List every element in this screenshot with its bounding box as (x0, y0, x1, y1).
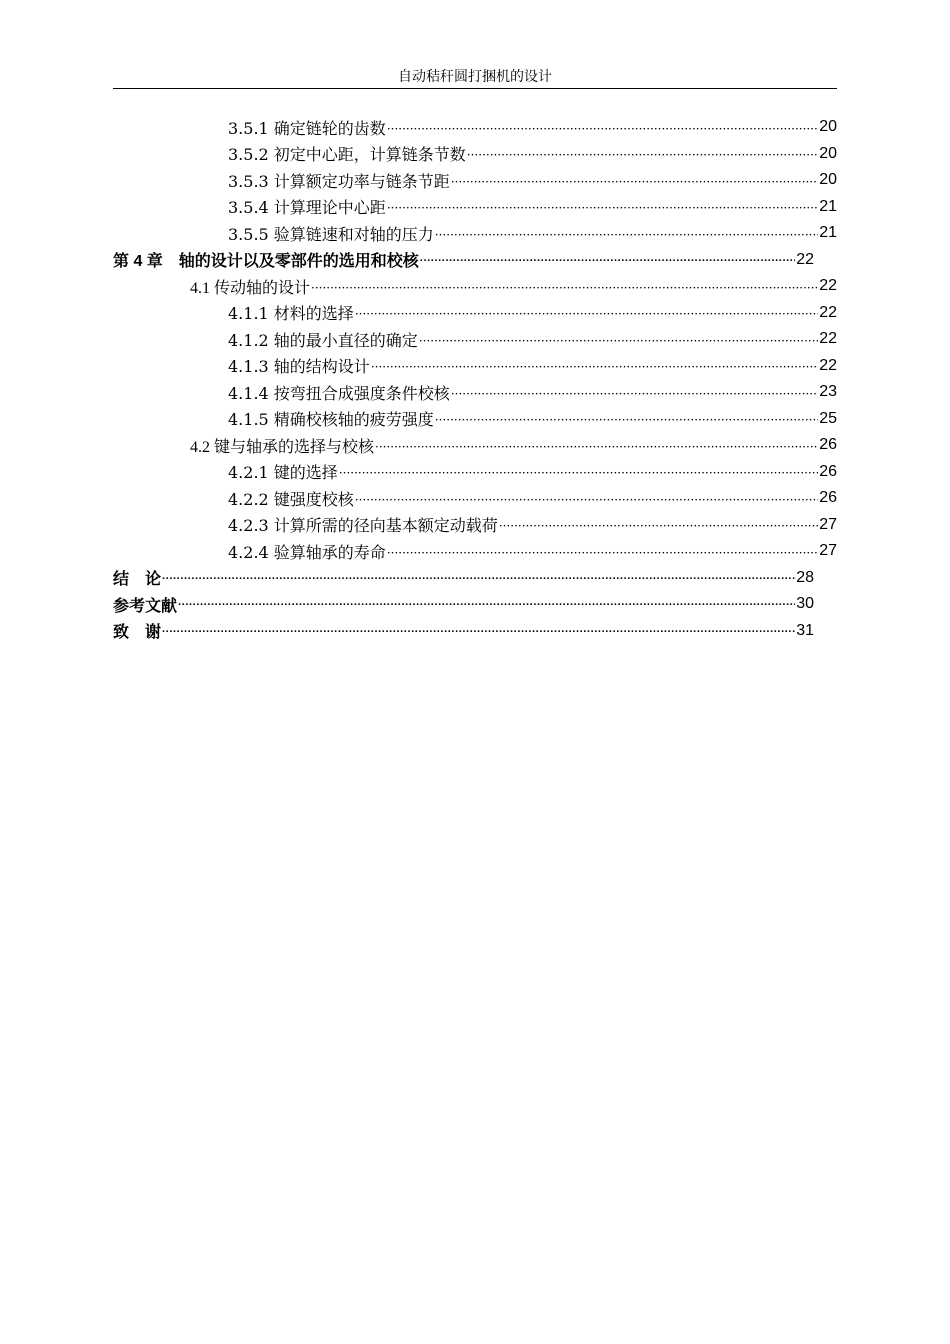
dot-leader (499, 515, 818, 534)
dot-leader (419, 330, 818, 349)
toc-entry-page: 22 (819, 356, 837, 374)
toc-entry-label: 4.1 传动轴的设计 (190, 279, 311, 297)
toc-entry[interactable] (228, 406, 837, 432)
dot-leader (339, 462, 818, 481)
toc-entry-chapter[interactable] (113, 565, 814, 591)
dot-leader (451, 171, 818, 190)
toc-entry-page: 23 (819, 383, 837, 400)
toc-entry-page: 22 (819, 303, 837, 321)
dot-leader (387, 118, 818, 137)
toc-entry-page: 20 (819, 144, 837, 162)
toc-entry-section[interactable] (190, 432, 837, 458)
dot-leader (355, 303, 818, 322)
toc-entry-label: 4.2 键与轴承的选择与校核 (190, 438, 375, 456)
toc-entry-page: 27 (819, 515, 837, 533)
toc-entry-page: 30 (796, 595, 814, 612)
toc-entry-page: 21 (819, 224, 837, 241)
toc-entry-page: 20 (819, 171, 837, 188)
dot-leader (162, 569, 795, 587)
toc-entry-label: 参考文献 (113, 597, 178, 615)
toc-entry-label: 4.1.4 按弯扭合成强度条件校核 (228, 383, 450, 403)
toc-entry[interactable] (228, 459, 837, 485)
dot-leader (435, 224, 818, 243)
toc-entry-label: 4.2.2 键强度校核 (228, 489, 354, 509)
toc-entry-chapter[interactable] (113, 247, 814, 273)
toc-entry-label: 4.1.3 轴的结构设计 (228, 357, 370, 376)
dot-leader (371, 356, 818, 375)
toc-entry-label: 结 论 (113, 571, 162, 588)
toc-entry-label: 致 谢 (113, 624, 162, 641)
toc-entry-page: 31 (796, 621, 814, 639)
dot-leader (467, 144, 818, 163)
toc-entry-page: 22 (796, 250, 814, 268)
toc-entry-section[interactable] (190, 273, 837, 299)
toc-entry-label: 4.2.3 计算所需的径向基本额定动载荷 (228, 516, 498, 535)
toc-entry-label: 4.1.5 精确校核轴的疲劳强度 (228, 410, 434, 429)
toc-entry[interactable] (228, 326, 837, 352)
toc-entry-page: 26 (819, 436, 837, 453)
toc-entry-page: 28 (796, 568, 814, 586)
toc-entry-label: 4.2.4 验算轴承的寿命 (228, 542, 386, 562)
toc-entry-label: 4.1.1 材料的选择 (228, 304, 354, 323)
toc-entry[interactable] (228, 167, 837, 193)
dot-leader (178, 595, 795, 613)
toc-entry-label: 3.5.3 计算额定功率与链条节距 (228, 171, 450, 191)
toc-entry-page: 26 (819, 462, 837, 480)
toc-entry-page: 22 (819, 277, 837, 294)
toc-entry-chapter[interactable] (113, 618, 814, 644)
toc-entry-page: 26 (819, 489, 837, 506)
toc-entry-page: 27 (819, 542, 837, 559)
page-header (113, 66, 837, 89)
dot-leader (311, 277, 818, 296)
toc-entry-label: 3.5.2 初定中心距，计算链条节数 (228, 145, 466, 164)
toc-entry-label: 第 4 章 轴的设计以及零部件的选用和校核 (113, 253, 419, 270)
toc-entry-page: 25 (819, 409, 837, 427)
toc-entry[interactable] (228, 379, 837, 405)
dot-leader (387, 197, 818, 216)
toc-entry[interactable] (228, 220, 837, 246)
toc-entry[interactable] (228, 485, 837, 511)
toc-entry[interactable] (228, 114, 837, 140)
dot-leader (451, 383, 818, 402)
toc-entry-page: 21 (819, 197, 837, 215)
toc-entry-label: 3.5.5 验算链速和对轴的压力 (228, 224, 434, 244)
toc-entry-page: 20 (819, 118, 837, 135)
dot-leader (420, 251, 795, 269)
toc-entry-label: 4.2.1 键的选择 (228, 463, 338, 482)
toc-entry-label: 3.5.4 计算理论中心距 (228, 198, 386, 217)
toc-entry[interactable] (228, 353, 837, 379)
dot-leader (375, 436, 818, 455)
toc-entry-label: 4.1.2 轴的最小直径的确定 (228, 330, 418, 350)
dot-leader (435, 409, 818, 428)
toc-entry-page: 22 (819, 330, 837, 347)
toc-entry[interactable] (228, 538, 837, 564)
toc-entry[interactable] (228, 194, 837, 220)
toc-entry[interactable] (228, 141, 837, 167)
toc-entry-chapter[interactable] (113, 591, 814, 617)
toc-entry-label: 3.5.1 确定链轮的齿数 (228, 118, 386, 138)
header-title: 自动秸秆圆打捆机的设计 (398, 69, 552, 85)
toc-entry[interactable] (228, 300, 837, 326)
dot-leader (162, 622, 795, 640)
dot-leader (387, 542, 818, 561)
toc-entry[interactable] (228, 512, 837, 538)
dot-leader (355, 489, 818, 508)
